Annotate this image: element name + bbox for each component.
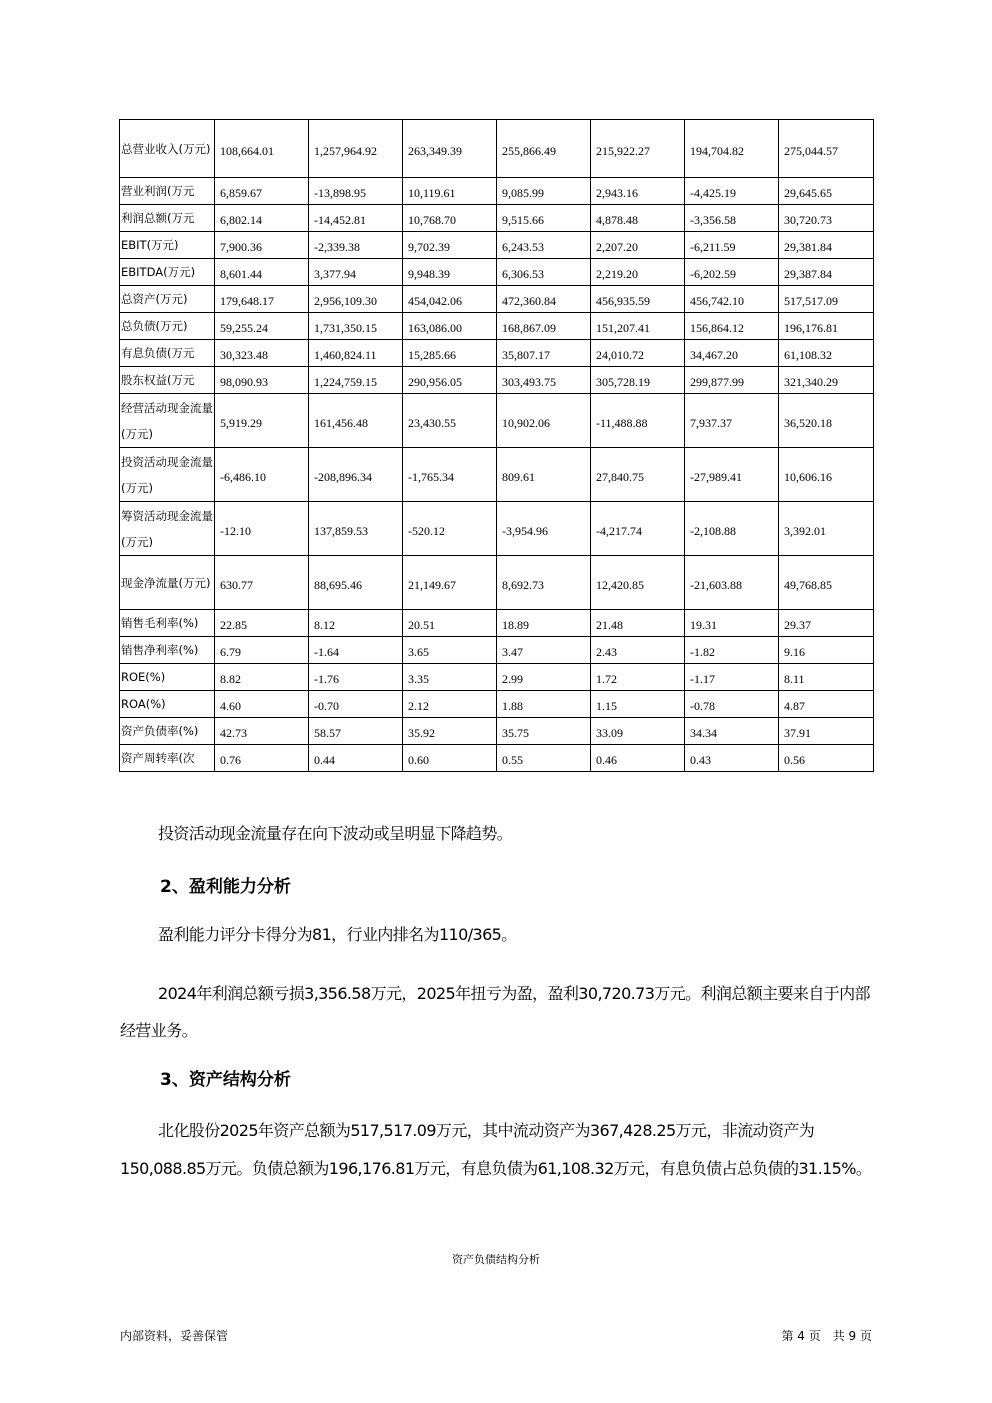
table-cell: 61,108.32	[779, 340, 874, 367]
table-cell: 196,176.81	[779, 313, 874, 340]
table-cell: 163,086.00	[403, 313, 497, 340]
table-cell: 179,648.17	[215, 286, 309, 313]
table-cell: 15,285.66	[403, 340, 497, 367]
table-cell: 9,085.99	[497, 178, 591, 205]
table-cell: 630.77	[215, 556, 309, 610]
table-cell: 29,645.65	[779, 178, 874, 205]
row-label: 销售毛利率(%)	[120, 610, 215, 637]
table-cell: 517,517.09	[779, 286, 874, 313]
table-row	[120, 664, 874, 691]
table-cell: 1.88	[497, 691, 591, 718]
table-cell: -4,425.19	[685, 178, 779, 205]
table-cell: 36,520.18	[779, 394, 874, 448]
section-2-heading: 2、盈利能力分析	[160, 877, 291, 897]
table-cell: 29.37	[779, 610, 874, 637]
table-cell: 18.89	[497, 610, 591, 637]
table-cell: 10,768.70	[403, 205, 497, 232]
table-cell: -6,486.10	[215, 448, 309, 502]
table-cell: 29,381.84	[779, 232, 874, 259]
table-cell: 21.48	[591, 610, 685, 637]
table-cell: 8,601.44	[215, 259, 309, 286]
footer-page-number: 第 4 页 共 9 页	[781, 1329, 872, 1343]
table-cell: 49,768.85	[779, 556, 874, 610]
financial-indicators-table	[119, 119, 874, 772]
row-label: 筹资活动现金流量(万元)	[120, 502, 215, 556]
table-cell: -13,898.95	[309, 178, 403, 205]
table-cell: 23,430.55	[403, 394, 497, 448]
score-paragraph: 盈利能力评分卡得分为81，行业内排名为110/365。	[158, 925, 517, 944]
table-cell: 2.99	[497, 664, 591, 691]
table-cell: 151,207.41	[591, 313, 685, 340]
table-cell: 137,859.53	[309, 502, 403, 556]
table-row	[120, 120, 874, 178]
table-cell: 9.16	[779, 637, 874, 664]
table-cell: 7,900.36	[215, 232, 309, 259]
table-cell: 59,255.24	[215, 313, 309, 340]
table-cell: 4.60	[215, 691, 309, 718]
table-cell: 456,935.59	[591, 286, 685, 313]
table-row	[120, 232, 874, 259]
table-cell: 27,840.75	[591, 448, 685, 502]
table-body	[120, 120, 874, 772]
table-row	[120, 502, 874, 556]
table-cell: 3.47	[497, 637, 591, 664]
table-cell: 194,704.82	[685, 120, 779, 178]
table-row	[120, 745, 874, 772]
table-cell: -21,603.88	[685, 556, 779, 610]
table-cell: 21,149.67	[403, 556, 497, 610]
table-cell: 3,377.94	[309, 259, 403, 286]
table-cell: 10,606.16	[779, 448, 874, 502]
table-row	[120, 286, 874, 313]
table-cell: 108,664.01	[215, 120, 309, 178]
asset-structure-paragraph: 北化股份2025年资产总额为517,517.09万元，其中流动资产为367,428.25万元，非流动资产为150,088.85万元。负债总额为196,176.81万元，有息负债为61,108.32万元，有息负债占总负债的31.15%。	[120, 1121, 872, 1178]
table-cell: -1,765.34	[403, 448, 497, 502]
table-cell: -14,452.81	[309, 205, 403, 232]
table-cell: 1,731,350.15	[309, 313, 403, 340]
table-cell: 7,937.37	[685, 394, 779, 448]
table-cell: 35.92	[403, 718, 497, 745]
table-cell: 10,902.06	[497, 394, 591, 448]
table-row	[120, 205, 874, 232]
table-cell: 1,460,824.11	[309, 340, 403, 367]
row-label: 有息负债(万元	[120, 340, 215, 367]
table-row	[120, 313, 874, 340]
table-cell: 263,349.39	[403, 120, 497, 178]
table-cell: 8,692.73	[497, 556, 591, 610]
table-row	[120, 718, 874, 745]
table-cell: 4.87	[779, 691, 874, 718]
table-cell: 472,360.84	[497, 286, 591, 313]
table-cell: 3,392.01	[779, 502, 874, 556]
table-cell: 30,323.48	[215, 340, 309, 367]
table-cell: -0.78	[685, 691, 779, 718]
footer-confidential: 内部资料，妥善保管	[120, 1329, 229, 1343]
table-cell: -208,896.34	[309, 448, 403, 502]
table-cell: 0.46	[591, 745, 685, 772]
table-cell: 42.73	[215, 718, 309, 745]
row-label: 现金净流量(万元)	[120, 556, 215, 610]
table-cell: 809.61	[497, 448, 591, 502]
table-cell: 30,720.73	[779, 205, 874, 232]
table-cell: 1,224,759.15	[309, 367, 403, 394]
row-label: ROA(%)	[120, 691, 215, 718]
table-cell: 2,207.20	[591, 232, 685, 259]
table-cell: 0.76	[215, 745, 309, 772]
table-cell: 1,257,964.92	[309, 120, 403, 178]
table-cell: 3.35	[403, 664, 497, 691]
table-row	[120, 178, 874, 205]
table-cell: 20.51	[403, 610, 497, 637]
table-cell: -1.17	[685, 664, 779, 691]
table-cell: 0.44	[309, 745, 403, 772]
table-cell: 9,702.39	[403, 232, 497, 259]
table-cell: 6.79	[215, 637, 309, 664]
table-cell: 1.72	[591, 664, 685, 691]
table-cell: 35.75	[497, 718, 591, 745]
table-cell: 10,119.61	[403, 178, 497, 205]
table-cell: -4,217.74	[591, 502, 685, 556]
table-cell: 35,807.17	[497, 340, 591, 367]
table-row	[120, 637, 874, 664]
table-cell: 3.65	[403, 637, 497, 664]
table-cell: -11,488.88	[591, 394, 685, 448]
table-cell: -2,108.88	[685, 502, 779, 556]
table-cell: 156,864.12	[685, 313, 779, 340]
row-label: ROE(%)	[120, 664, 215, 691]
row-label: 资产周转率(次	[120, 745, 215, 772]
table-cell: 33.09	[591, 718, 685, 745]
table-cell: 299,877.99	[685, 367, 779, 394]
row-label: 销售净利率(%)	[120, 637, 215, 664]
table-cell: 6,243.53	[497, 232, 591, 259]
table-cell: -520.12	[403, 502, 497, 556]
table-row	[120, 691, 874, 718]
table-cell: -0.70	[309, 691, 403, 718]
table-row	[120, 259, 874, 286]
row-label: 总营业收入(万元)	[120, 120, 215, 178]
table-cell: 34,467.20	[685, 340, 779, 367]
table-cell: 255,866.49	[497, 120, 591, 178]
table-cell: 161,456.48	[309, 394, 403, 448]
table-row	[120, 340, 874, 367]
table-cell: 88,695.46	[309, 556, 403, 610]
table-cell: -3,954.96	[497, 502, 591, 556]
table-cell: -1.76	[309, 664, 403, 691]
table-cell: 454,042.06	[403, 286, 497, 313]
row-label: EBITDA(万元)	[120, 259, 215, 286]
table-cell: -12.10	[215, 502, 309, 556]
table-cell: 168,867.09	[497, 313, 591, 340]
row-label: 营业利润(万元	[120, 178, 215, 205]
row-label: 股东权益(万元	[120, 367, 215, 394]
row-label: 利润总额(万元	[120, 205, 215, 232]
table-cell: -3,356.58	[685, 205, 779, 232]
table-cell: 98,090.93	[215, 367, 309, 394]
table-cell: 24,010.72	[591, 340, 685, 367]
table-row	[120, 367, 874, 394]
row-label: 经营活动现金流量(万元)	[120, 394, 215, 448]
table-cell: 215,922.27	[591, 120, 685, 178]
table-cell: 0.60	[403, 745, 497, 772]
table-cell: 0.43	[685, 745, 779, 772]
table-cell: -1.82	[685, 637, 779, 664]
table-cell: 0.56	[779, 745, 874, 772]
table-cell: 6,802.14	[215, 205, 309, 232]
profit-paragraph: 2024年利润总额亏损3,356.58万元，2025年扭亏为盈，盈利30,720.73万元。利润总额主要来自于内部经营业务。	[120, 984, 870, 1040]
table-cell: 12,420.85	[591, 556, 685, 610]
row-label: 资产负债率(%)	[120, 718, 215, 745]
table-row	[120, 556, 874, 610]
table-cell: 275,044.57	[779, 120, 874, 178]
table-cell: 305,728.19	[591, 367, 685, 394]
table-cell: 321,340.29	[779, 367, 874, 394]
table-cell: 29,387.84	[779, 259, 874, 286]
chart-caption: 资产负债结构分析	[452, 1253, 540, 1266]
table-cell: 2.12	[403, 691, 497, 718]
table-cell: 9,948.39	[403, 259, 497, 286]
table-cell: 34.34	[685, 718, 779, 745]
table-cell: 303,493.75	[497, 367, 591, 394]
table-cell: 2,956,109.30	[309, 286, 403, 313]
table-cell: -6,211.59	[685, 232, 779, 259]
row-label: 总资产(万元)	[120, 286, 215, 313]
table-row	[120, 610, 874, 637]
table-cell: 37.91	[779, 718, 874, 745]
table-cell: -6,202.59	[685, 259, 779, 286]
table-cell: 9,515.66	[497, 205, 591, 232]
table-cell: 290,956.05	[403, 367, 497, 394]
table-cell: -2,339.38	[309, 232, 403, 259]
section-3-heading: 3、资产结构分析	[160, 1070, 291, 1090]
table-cell: 4,878.48	[591, 205, 685, 232]
table-cell: 2,943.16	[591, 178, 685, 205]
table-cell: -1.64	[309, 637, 403, 664]
invest-trend-paragraph: 投资活动现金流量存在向下波动或呈明显下降趋势。	[158, 824, 513, 843]
table-cell: 2.43	[591, 637, 685, 664]
table-cell: 5,919.29	[215, 394, 309, 448]
table-cell: 0.55	[497, 745, 591, 772]
table-cell: -27,989.41	[685, 448, 779, 502]
table-cell: 1.15	[591, 691, 685, 718]
table-cell: 6,859.67	[215, 178, 309, 205]
table-cell: 456,742.10	[685, 286, 779, 313]
row-label: 投资活动现金流量(万元)	[120, 448, 215, 502]
table-cell: 58.57	[309, 718, 403, 745]
table-row	[120, 394, 874, 448]
table-cell: 6,306.53	[497, 259, 591, 286]
table-cell: 19.31	[685, 610, 779, 637]
row-label: EBIT(万元)	[120, 232, 215, 259]
table-cell: 8.11	[779, 664, 874, 691]
table-cell: 2,219.20	[591, 259, 685, 286]
row-label: 总负债(万元)	[120, 313, 215, 340]
table-cell: 8.82	[215, 664, 309, 691]
table-cell: 8.12	[309, 610, 403, 637]
table-row	[120, 448, 874, 502]
table-cell: 22.85	[215, 610, 309, 637]
